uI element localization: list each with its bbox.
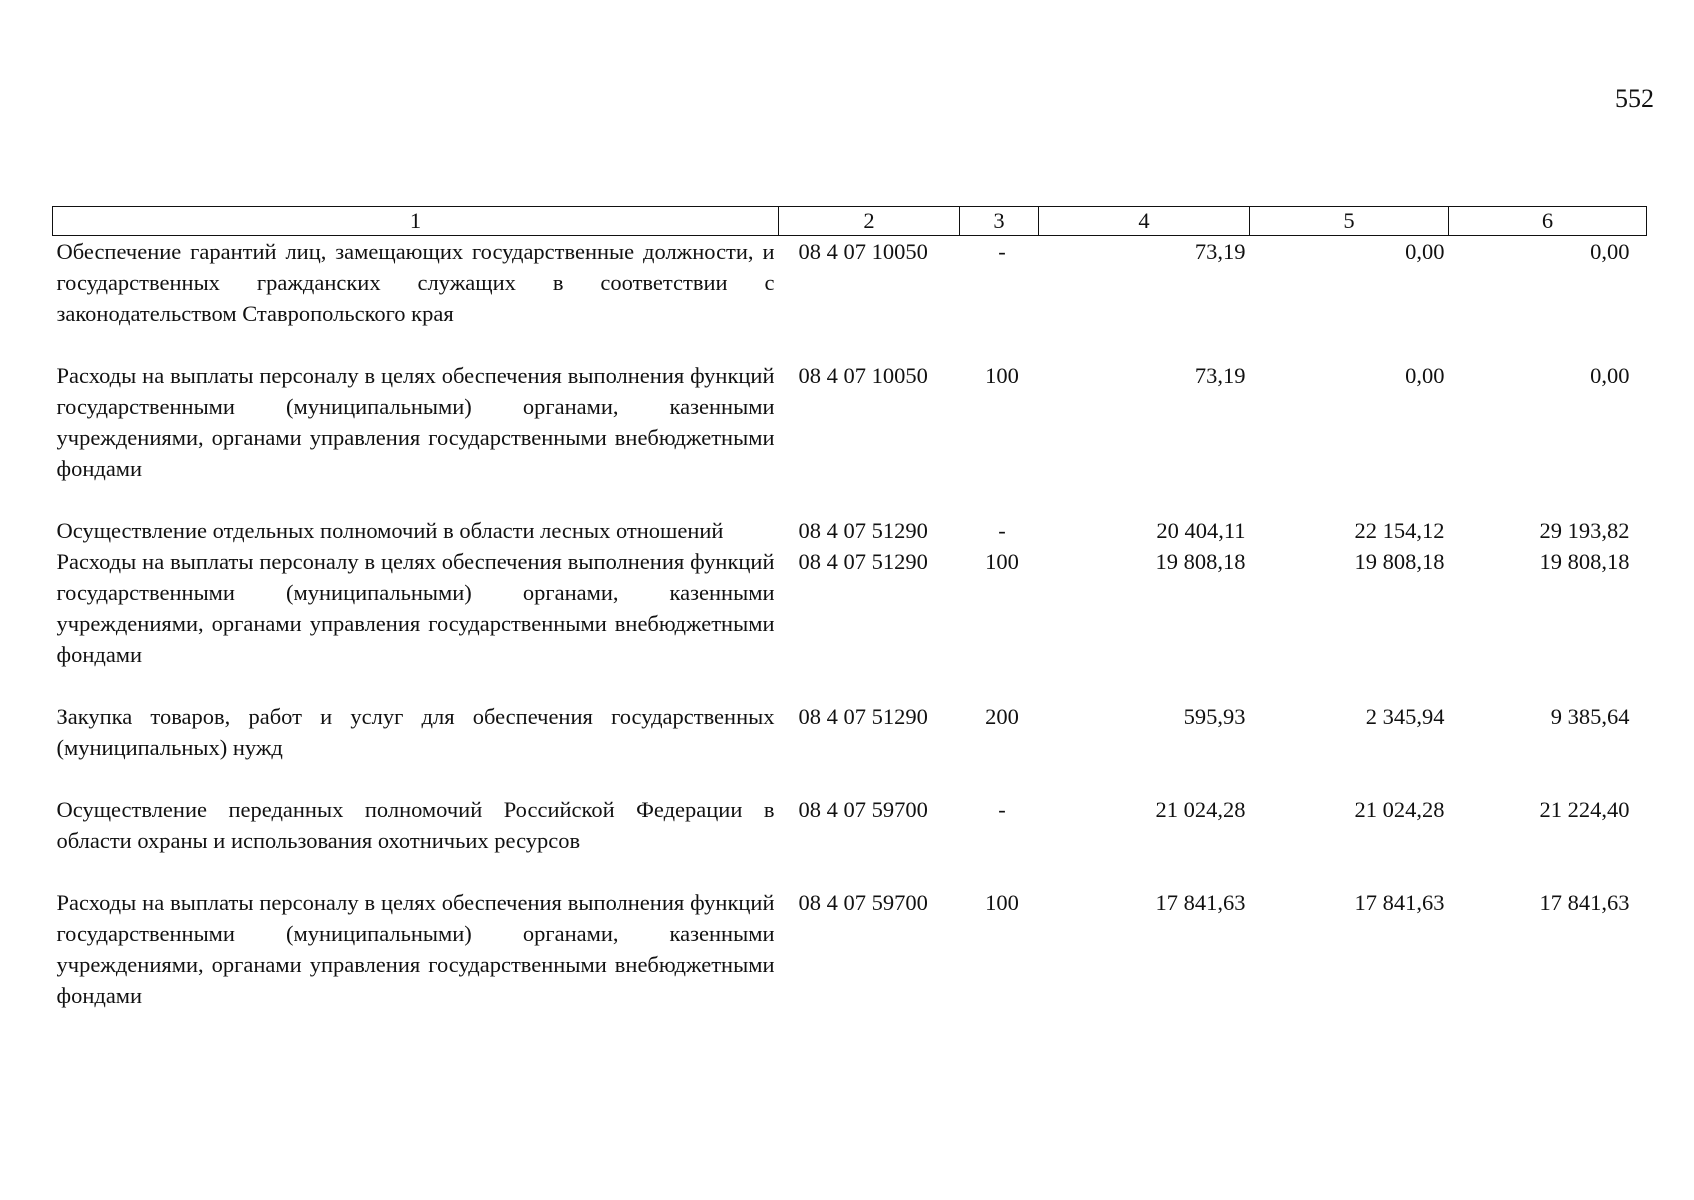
row-value-4: 595,93: [1183, 704, 1246, 729]
row-value-5: 0,00: [1405, 363, 1445, 388]
row-name: Обеспечение гарантий лиц, замещающих государственные должности, и государственных гражданских служащих в соответствии с законодательством Ставропольского края: [56, 239, 775, 326]
header-col-3: 3: [960, 207, 1039, 236]
header-col-6: 6: [1449, 207, 1647, 236]
row-code: 08 4 07 59700: [798, 890, 928, 915]
row-value-6: 21 224,40: [1539, 797, 1630, 822]
row-value-5: 0,00: [1405, 239, 1445, 264]
table-row: [53, 360, 1647, 515]
row-name: Расходы на выплаты персоналу в целях обеспечения выполнения функций государственными (муниципальными) органами, казенными учреждениями, органами управления государственными внебюджетными фондами: [56, 363, 775, 481]
row-expense-type: -: [998, 518, 1006, 543]
row-value-5: 21 024,28: [1354, 797, 1445, 822]
row-value-4: 73,19: [1194, 239, 1246, 264]
table-row: [53, 794, 1647, 887]
row-value-5: 17 841,63: [1354, 890, 1445, 915]
row-value-6: 17 841,63: [1539, 890, 1630, 915]
row-value-4: 21 024,28: [1155, 797, 1246, 822]
row-code: 08 4 07 51290: [798, 518, 928, 543]
row-value-6: 29 193,82: [1539, 518, 1630, 543]
row-expense-type: 100: [985, 890, 1019, 915]
row-value-5: 19 808,18: [1354, 549, 1445, 574]
row-value-4: 17 841,63: [1155, 890, 1246, 915]
row-value-6: 9 385,64: [1550, 704, 1630, 729]
row-name: Осуществление отдельных полномочий в области лесных отношений: [56, 518, 724, 543]
table-body: [53, 236, 1647, 1012]
table-row: [53, 546, 1647, 701]
header-col-5: 5: [1250, 207, 1449, 236]
table-row: [53, 701, 1647, 794]
row-expense-type: -: [998, 797, 1006, 822]
row-name: Расходы на выплаты персоналу в целях обеспечения выполнения функций государственными (муниципальными) органами, казенными учреждениями, органами управления государственными внебюджетными фондами: [56, 549, 775, 667]
row-value-4: 20 404,11: [1156, 518, 1246, 543]
row-value-5: 22 154,12: [1354, 518, 1445, 543]
row-value-6: 0,00: [1590, 363, 1630, 388]
row-expense-type: 100: [985, 363, 1019, 388]
header-row: [53, 207, 1647, 236]
row-code: 08 4 07 59700: [798, 797, 928, 822]
row-expense-type: 100: [985, 549, 1019, 574]
row-value-6: 0,00: [1590, 239, 1630, 264]
row-code: 08 4 07 10050: [798, 239, 928, 264]
header-col-4: 4: [1039, 207, 1250, 236]
table-row: [53, 887, 1647, 1011]
header-col-1: 1: [53, 207, 779, 236]
row-value-5: 2 345,94: [1365, 704, 1445, 729]
row-value-4: 73,19: [1194, 363, 1246, 388]
budget-table: [52, 206, 1647, 1011]
table-row: [53, 515, 1647, 546]
row-code: 08 4 07 51290: [798, 549, 928, 574]
row-value-4: 19 808,18: [1155, 549, 1246, 574]
row-name: Закупка товаров, работ и услуг для обеспечения государственных (муниципальных) нужд: [56, 704, 775, 760]
table-header: [53, 207, 1647, 236]
header-col-2: 2: [779, 207, 960, 236]
row-expense-type: -: [998, 239, 1006, 264]
budget-table-container: [52, 206, 1646, 1011]
row-name: Расходы на выплаты персоналу в целях обеспечения выполнения функций государственными (муниципальными) органами, казенными учреждениями, органами управления государственными внебюджетными фондами: [56, 890, 775, 1008]
row-value-6: 19 808,18: [1539, 549, 1630, 574]
row-code: 08 4 07 10050: [798, 363, 928, 388]
row-name: Осуществление переданных полномочий Российской Федерации в области охраны и использования охотничьих ресурсов: [56, 797, 775, 853]
row-expense-type: 200: [985, 704, 1019, 729]
page-number: 552: [1615, 84, 1654, 113]
table-row: [53, 236, 1647, 361]
row-code: 08 4 07 51290: [798, 704, 928, 729]
